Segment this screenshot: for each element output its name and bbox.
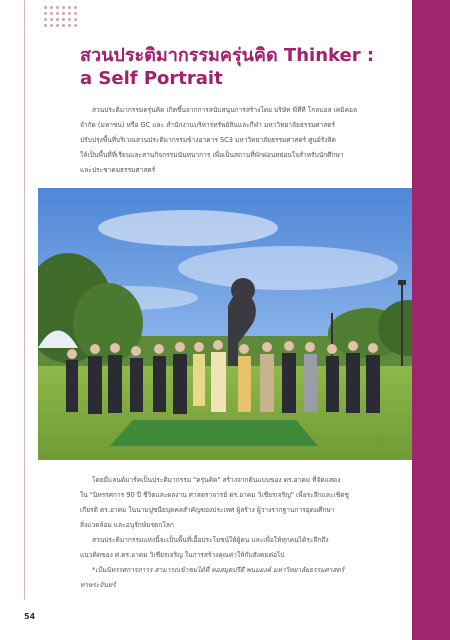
credit-line: *เป็นนิทรรศการถาวร สามารถเข้าชมได้ที่ หอสมุดปรีดี พนมยงค์ มหาวิทยาลัยธรรมศาสตร์ xyxy=(92,566,345,574)
credit-line: ท่าพระจันทร์ xyxy=(80,581,116,589)
intro-line: ปรับปรุงพื้นที่บริเวณสวนประติมากรรมข้างอาคาร SC3 มหาวิทยาลัยธรรมศาสตร์ ศูนย์รังสิต xyxy=(80,136,336,144)
decorative-dots xyxy=(44,6,77,27)
intro-line: และประชาคมธรรมศาสตร์ xyxy=(80,166,156,174)
group-photo xyxy=(38,188,412,460)
page-number: 54 xyxy=(24,612,36,621)
photo-illustration xyxy=(38,188,412,460)
intro-line: จำกัด (มหาชน) หรือ GC และ สำนักงานบริหารทรัพย์สินและกีฬา มหาวิทยาลัยธรรมศาสตร์ xyxy=(80,121,336,129)
intro-line: ให้เป็นพื้นที่ที่เรียนและสานกิจกรรมนันทนาการ เพื่อเป็นสถานที่พักผ่อนหย่อนใจสำหรับนักศึกษา xyxy=(80,151,344,159)
intro-line: สวนประติมากรรมครุ่นคิด เกิดขึ้นจากการสนับสนุนการสร้างโดย บริษัท พีทีที โกลบอล เคมิคอล xyxy=(92,106,358,114)
side-color-bar xyxy=(412,0,450,640)
caption-line: สวนประติมากรรมแห่งนี้จะเป็นพื้นที่เอื้อประโยชน์ให้ผู้คน และเพื่อให้ทุกคนได้ระลึกถึง xyxy=(92,536,329,544)
caption-line: สิ่งแวดล้อม และอนุรักษ์มรดกโลก xyxy=(80,521,174,529)
caption-line: เกียรติ ดร.อาคม ในนามปูชนียบุคคลสำคัญของประเทศ ผู้สร้าง ผู้วางรากฐานการอุดมศึกษา xyxy=(80,506,335,514)
caption-line: ใน "นิทรรศการ 90 ปี ชีวิตและผลงาน ศาสตราจารย์ ดร.อาคม วิเชียรเจริญ" เพื่อระลึกและเชิดชู xyxy=(80,491,349,499)
caption-paragraph xyxy=(80,473,400,593)
page-title-line1: สวนประติมากรรมครุ่นคิด Thinker : xyxy=(80,45,375,66)
intro-paragraph xyxy=(80,103,388,178)
margin-rule xyxy=(24,0,25,600)
caption-line: โดยมีแลนด์มาร์คเป็นประติมากรรม "ครุ่นคิด" สร้างจากต้นแบบของ ดร.อาคม ที่จัดแสดง xyxy=(92,476,341,484)
page-title-line2: a Self Portrait xyxy=(80,68,223,89)
caption-line: แนวคิดของ ศ.ดร.อาคม วิเชียรเจริญ ในการสร้างคุณค่าให้กับสังคมต่อไป xyxy=(80,551,285,559)
